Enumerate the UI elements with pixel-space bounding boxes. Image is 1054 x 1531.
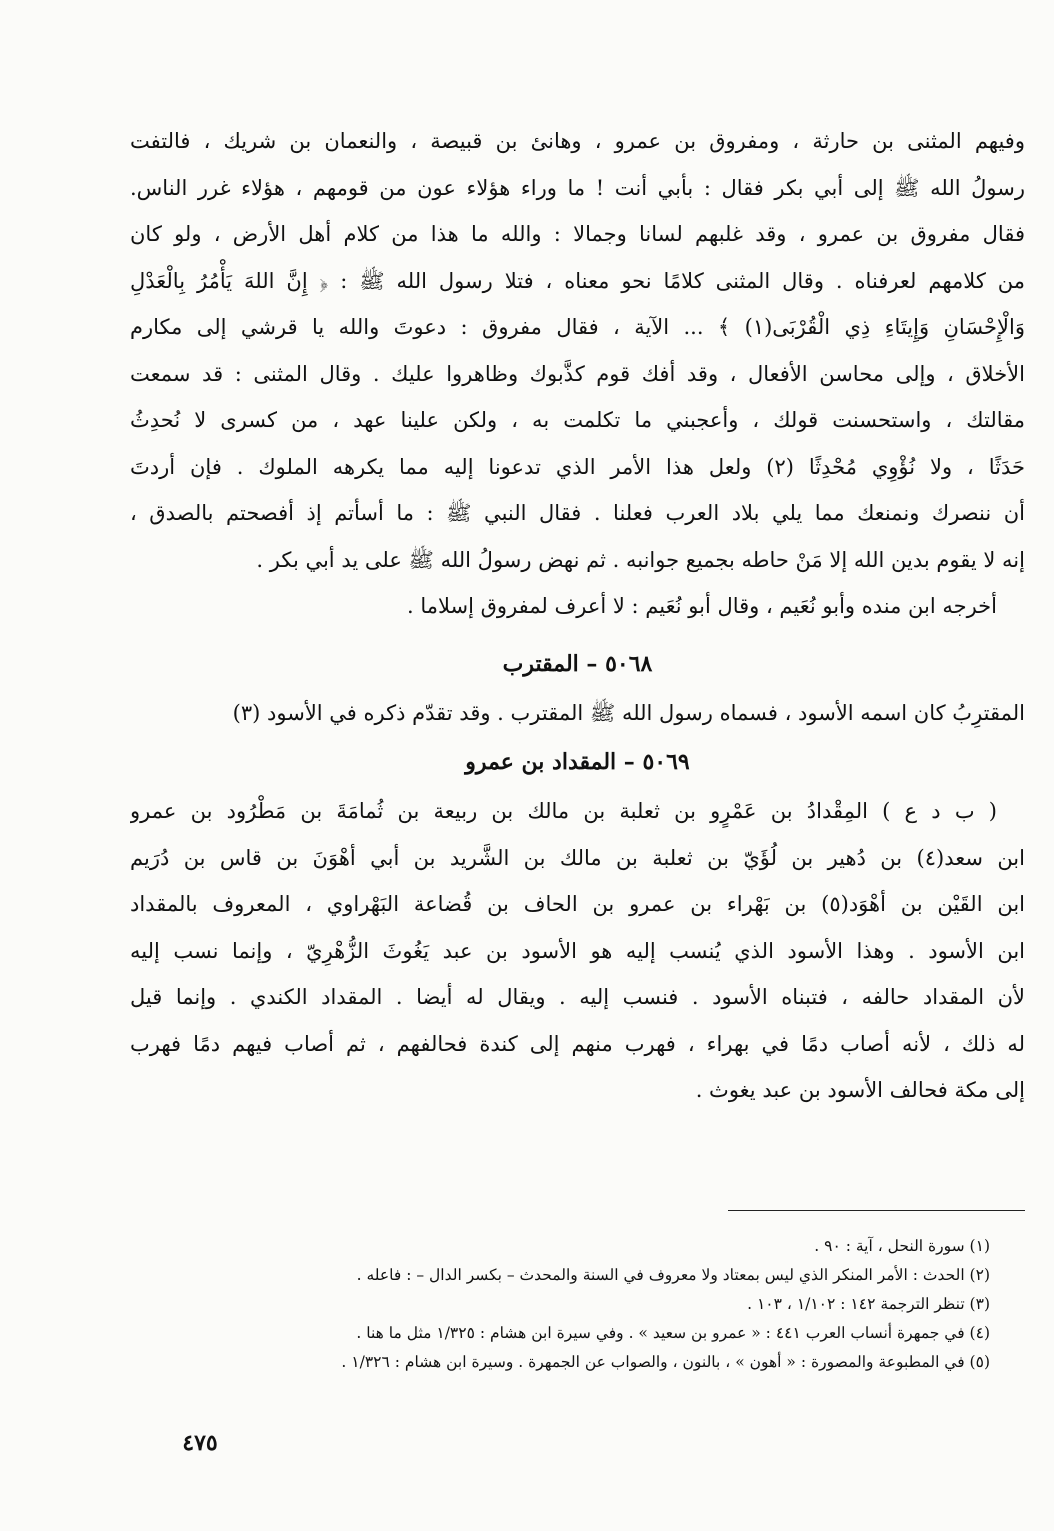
footnote: (١) سورة النحل ، آية : ٩٠ . xyxy=(814,1237,990,1255)
text-line: رسولُ الله ﷺ إلى أبي بكر فقال : بأبي أنت ! ما وراء هؤلاء عون من قومهم ، هؤلاء غرر الناس. xyxy=(130,175,1025,200)
entry-heading-5069: ٥٠٦٩ – المقداد بن عمرو xyxy=(465,749,690,775)
footnote: (٥) في المطبوعة والمصورة : « أهون » ، بالنون ، والصواب عن الجمهرة . وسيرة ابن هشام : ١/٣٢٦ . xyxy=(341,1353,990,1371)
footnote: (٢) الحدث : الأمر المنكر الذي ليس بمعتاد ولا معروف في السنة والمحدث – بكسر الدال – : فاعله . xyxy=(356,1266,990,1284)
text-line: ابن القَيْن بن أهْوَد(٥) بن بَهْراء بن عمرو بن الحاف بن قُضاعة البَهْراوي ، المعروف بالمقداد xyxy=(130,892,1025,916)
page-number: ٤٧٥ xyxy=(182,1430,218,1456)
text-line: ابن سعد(٤) بن دُهير بن لُؤَيّ بن ثعلبة بن مالك بن الشَّريد بن أبي أهْوَنَ بن قاس بن دُرَيم xyxy=(130,845,1025,870)
footnotes xyxy=(290,1232,990,1377)
text-line: أخرجه ابن منده وأبو نُعَيم ، وقال أبو نُعَيم : لا أعرف لمفروق إسلاما . xyxy=(407,594,997,618)
text-line: المقترِبُ كان اسمه الأسود ، فسماه رسول الله ﷺ المقترب . وقد تقدّم ذكره في الأسود (٣) xyxy=(232,700,1025,725)
text-line: مقالتك ، واستحسنت قولك ، وأعجبني ما تكلمت به ، ولكن علينا عهد ، من كسرى لا نُحدِثُ xyxy=(130,408,1025,432)
text-line: أن ننصرك ونمنعك مما يلي بلاد العرب فعلنا . فقال النبي ﷺ : ما أسأتم إذ أفصحتم بالصدق ، xyxy=(130,501,1025,525)
entry-heading-5068: ٥٠٦٨ – المقترب xyxy=(502,650,653,677)
page-body xyxy=(130,118,1025,1114)
text-line: من كلامهم لعرفناه . وقال المثنى كلامًا نحو معناه ، فتلا رسول الله ﷺ : ﴿ إِنَّ اللهَ يَأْمُرُ بِالْعَدْلِ xyxy=(130,268,1025,293)
text-line: له ذلك ، لأنه أصاب دمًا في بهراء ، فهرب منهم إلى كندة فحالفهم ، ثم أصاب فيهم دمًا فهرب xyxy=(130,1031,1025,1056)
footnote-divider xyxy=(728,1210,1025,1211)
text-line: إلى مكة فحالف الأسود بن عبد يغوث . xyxy=(695,1078,1025,1102)
text-line: وَالْإِحْسَانِ وَإِيتَاءِ ذِي الْقُرْبَى(١) ﴾ ... الآية ، فقال مفروق : دعوتَ والله يا قرشي إلى مكارم xyxy=(130,315,1025,339)
text-line: ( ب د ع ) المِقْدادُ بن عَمْرٍو بن ثعلبة بن مالك بن ربيعة بن ثُمامَةَ بن مَطْرُود بن عمرو xyxy=(130,799,997,823)
text-line: وفيهم المثنى بن حارثة ، ومفروق بن عمرو ، وهانئ بن قبيصة ، والنعمان بن شريك ، فالتفت xyxy=(130,129,1025,153)
paragraph-5069 xyxy=(130,788,1025,1114)
text-line: ابن الأسود . وهذا الأسود الذي يُنسب إليه هو الأسود بن عبد يَغُوثَ الزُّهْرِيّ ، وإنما نسب إليه xyxy=(130,938,1025,963)
footnote: (٤) في جمهرة أنساب العرب ٤٤١ : « عمرو بن سعيد » . وفي سيرة ابن هشام : ١/٣٢٥ مثل ما هنا . xyxy=(356,1324,990,1342)
text-line: فقال مفروق بن عمرو ، وقد غلبهم لسانا وجمالا : والله ما هذا من كلام أهل الأرض ، ولو كان xyxy=(130,222,1025,246)
footnote: (٣) تنظر الترجمة ١٤٢ : ١/١٠٢ ، ١٠٣ . xyxy=(747,1295,990,1313)
paragraph-intro xyxy=(130,118,1025,630)
paragraph-5068 xyxy=(130,690,1025,737)
text-line: إنه لا يقوم بدين الله إلا مَنْ حاطه بجميع جوانبه . ثم نهض رسولُ الله ﷺ على يد أبي بكر . xyxy=(256,547,1025,572)
text-line: الأخلاق ، وإلى محاسن الأفعال ، وقد أفك قوم كذَّبوك وظاهروا عليك . وقال المثنى : قد سمعت xyxy=(130,361,1025,386)
text-line: لأن المقداد حالفه ، فتبناه الأسود . فنسب إليه . ويقال له أيضا . المقداد الكندي . وإنما قيل xyxy=(130,985,1025,1009)
text-line: حَدَثًا ، ولا نُؤْوِي مُحْدِثًا (٢) ولعل هذا الأمر الذي تدعونا إليه مما يكرهه الملوك . فإن أردتَ xyxy=(130,454,1025,479)
